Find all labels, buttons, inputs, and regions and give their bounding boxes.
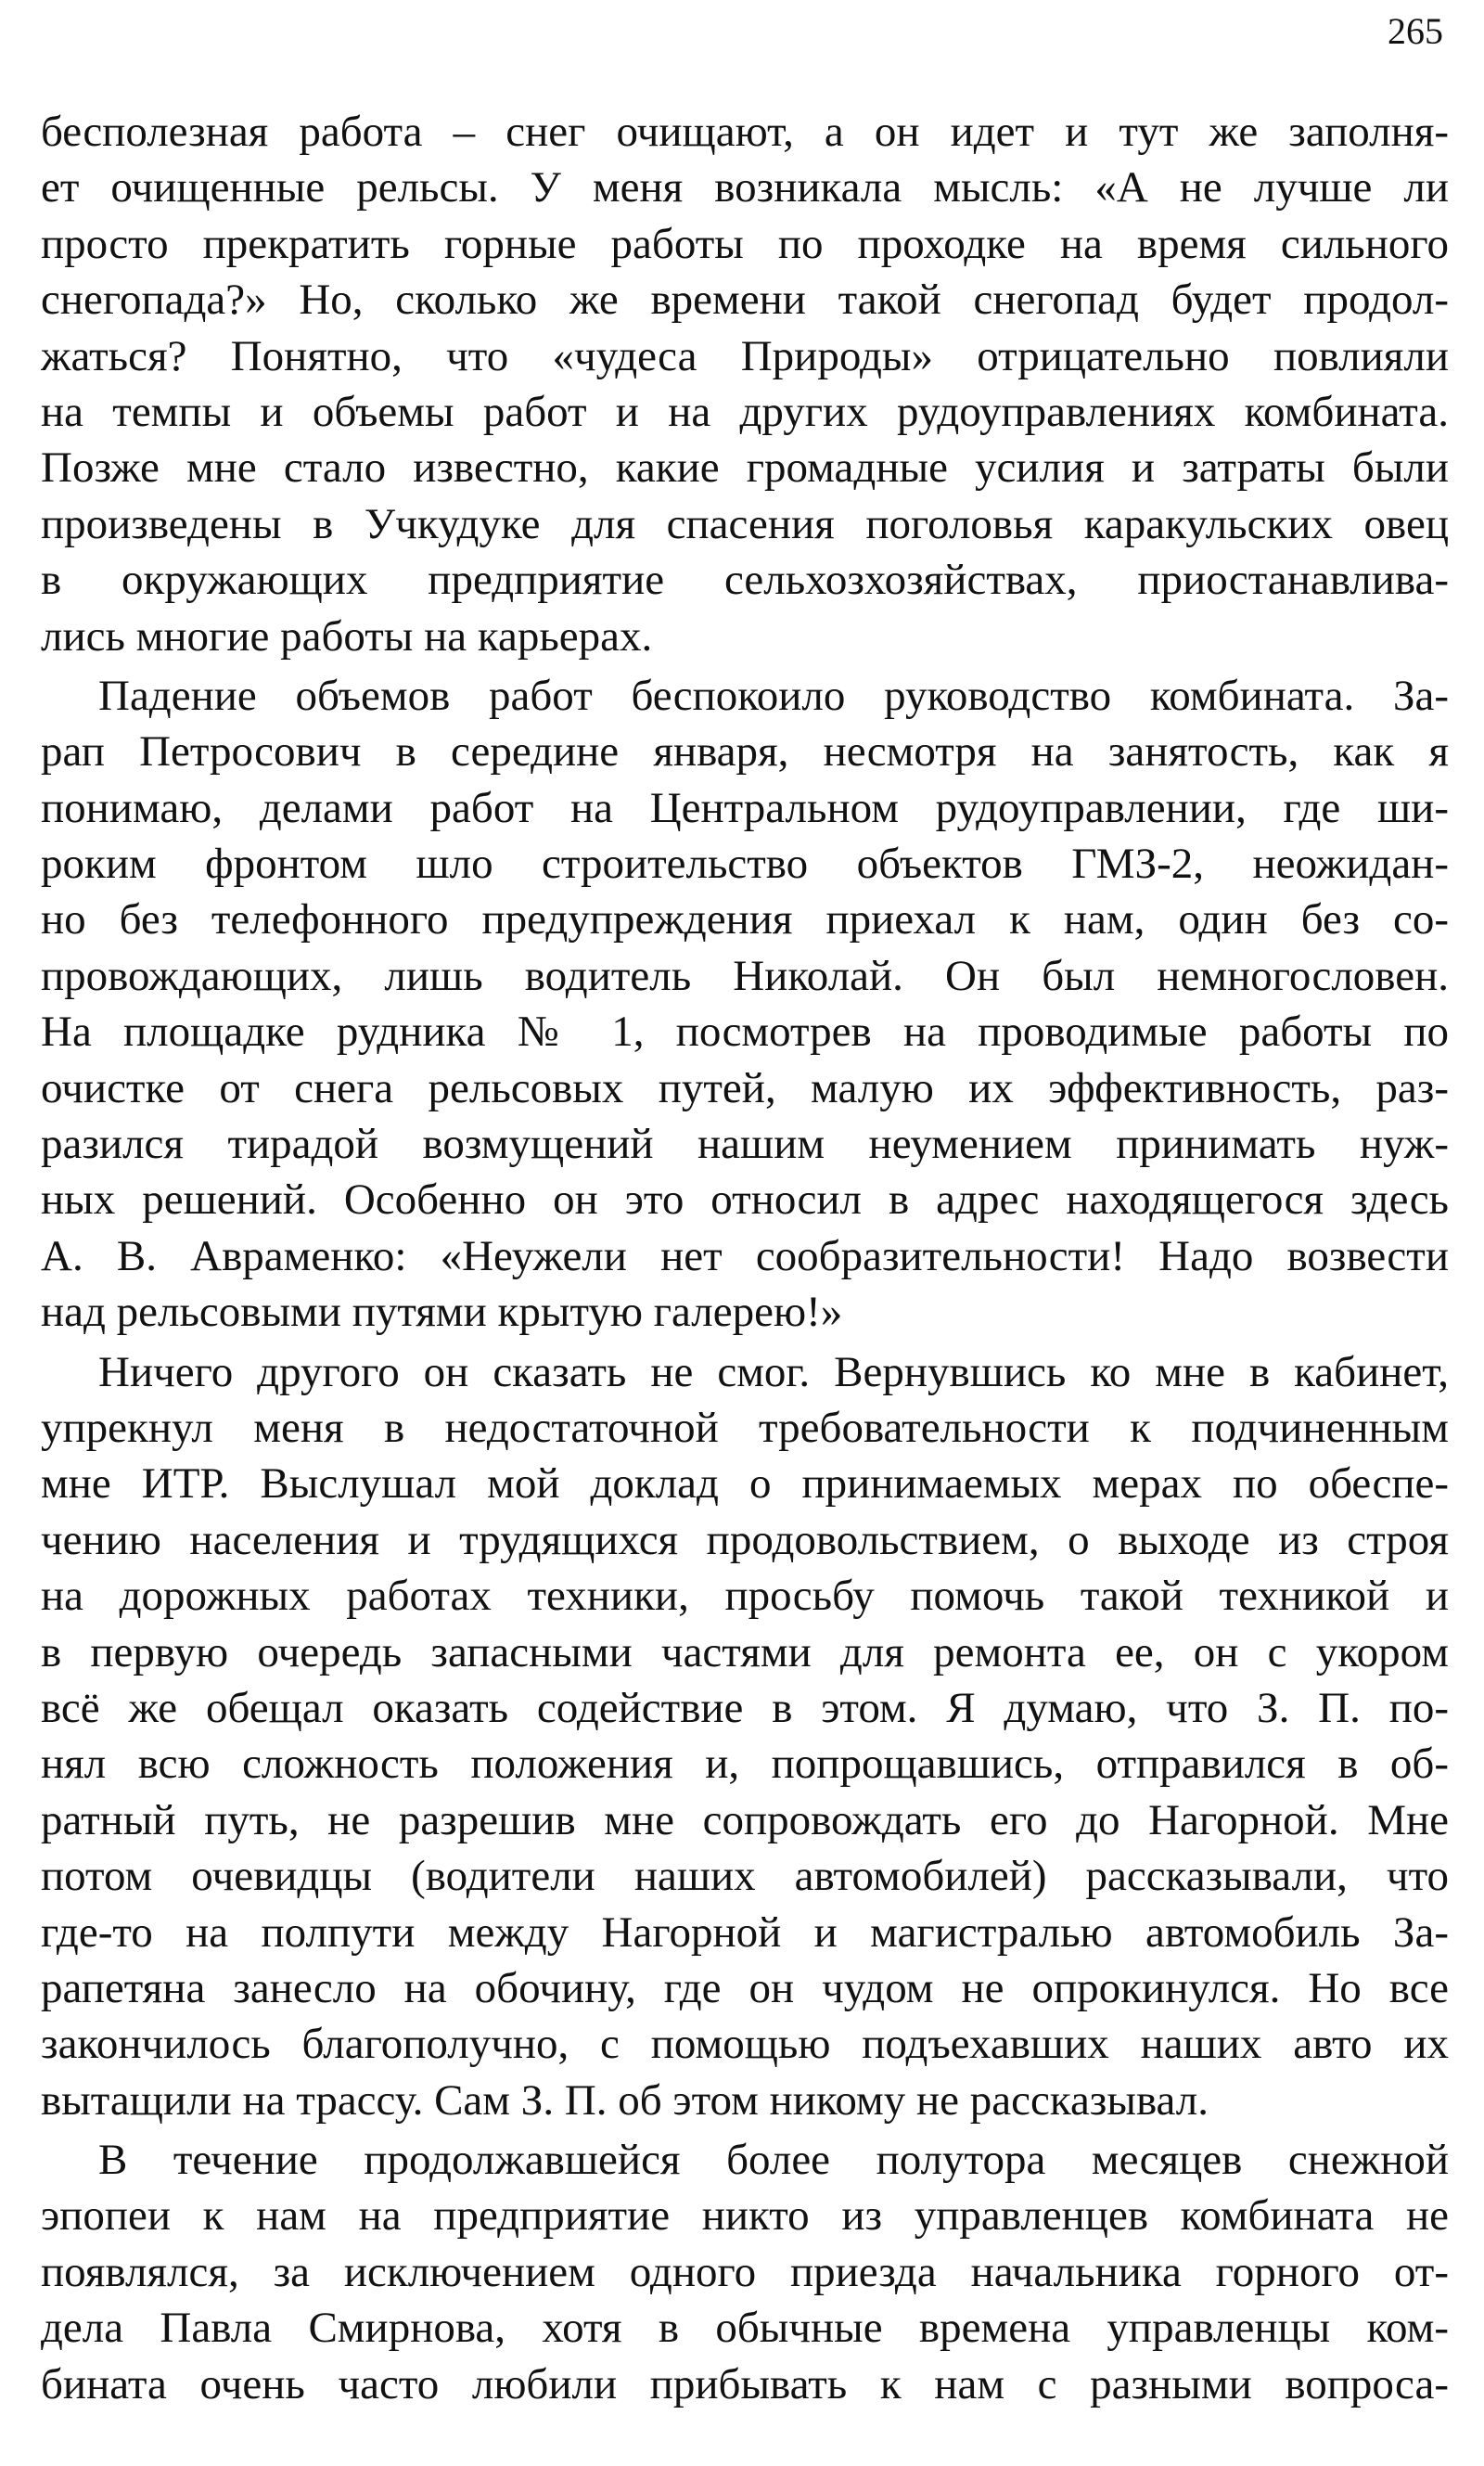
text-line: провождающих, лишь водитель Николай. Он был немногословен. [41, 951, 1449, 1000]
body-text [41, 104, 1449, 2412]
text-line: в первую очередь запасными частями для ремонта ее, он с укором [41, 1627, 1449, 1676]
text-line: очистке от снега рельсовых путей, малую их эффективность, раз- [41, 1063, 1449, 1112]
paragraph [41, 668, 1449, 1341]
text-line: бесполезная работа – снег очищают, а он идет и тут же заполня- [41, 108, 1449, 156]
paragraph [41, 104, 1449, 664]
text-line: На площадке рудника № 1, посмотрев на проводимые работы по [41, 1008, 1449, 1057]
text-line: снегопада?» Но, сколько же времени такой снегопад будет продол- [41, 276, 1449, 325]
text-line: в окружающих предприятие сельхозхозяйствах, приостанавлива- [41, 556, 1449, 605]
text-line: мне ИТР. Выслушал мой доклад о принимаемых мерах по обеспе- [41, 1459, 1449, 1509]
text-line: Падение объемов работ беспокоило руководство комбината. За- [98, 671, 1449, 720]
text-line: произведены в Учкудуке для спасения поголовья каракульских овец [41, 499, 1449, 548]
text-line: эпопеи к нам на предприятие никто из управленцев комбината не [41, 2191, 1449, 2241]
text-line: на дорожных работах техники, просьбу помочь такой техникой и [41, 1572, 1449, 1621]
text-line: бината очень часто любили прибывать к нам с разными вопроса- [41, 2359, 1449, 2408]
text-line: Ничего другого он сказать не смог. Вернувшись ко мне в кабинет, [98, 1347, 1449, 1396]
paragraph [41, 1344, 1449, 2128]
text-line: закончилось благополучно, с помощью подъехавших наших авто их [41, 2020, 1449, 2069]
text-line: дела Павла Смирнова, хотя в обычные времена управленцы ком- [41, 2304, 1449, 2353]
text-line: где-то на полпути между Нагорной и магистралью автомобиль За- [41, 1907, 1449, 1957]
text-line: на темпы и объемы работ и на других рудоуправлениях комбината. [41, 387, 1449, 436]
text-line: рапетяна занесло на обочину, где он чудом не опрокинулся. Но все [41, 1963, 1449, 2012]
paragraph [41, 2132, 1449, 2412]
text-line: всё же обещал оказать содействие в этом. Я думаю, что З. П. по- [41, 1683, 1449, 1732]
text-line: роким фронтом шло строительство объектов ГМЗ-2, неожидан- [41, 840, 1449, 889]
text-line: ных решений. Особенно он это относил в адрес находящегося здесь [41, 1175, 1449, 1225]
text-line: А. В. Авраменко: «Неужели нет сообразительности! Надо возвести [41, 1231, 1449, 1280]
text-line: вытащили на трассу. Сам З. П. об этом никому не рассказывал. [41, 2075, 1209, 2125]
text-line: рап Петросович в середине января, несмотря на занятость, как я [41, 727, 1449, 777]
text-line: понимаю, делами работ на Центральном рудоуправлении, где ши- [41, 783, 1449, 832]
text-line: чению населения и трудящихся продовольствием, о выходе из строя [41, 1515, 1449, 1564]
text-line: В течение продолжавшейся более полутора месяцев снежной [98, 2136, 1449, 2185]
text-line: появлялся, за исключением одного приезда начальника горного от- [41, 2247, 1449, 2296]
text-line: просто прекратить горные работы по проходке на время сильного [41, 219, 1449, 268]
text-line: но без телефонного предупреждения приехал к нам, один без со- [41, 895, 1449, 944]
page-number: 265 [1388, 10, 1443, 52]
text-line: ратный путь, не разрешив мне сопровождать его до Нагорной. Мне [41, 1795, 1449, 1844]
text-line: лись многие работы на карьерах. [41, 611, 653, 661]
text-line: Позже мне стало известно, какие громадные усилия и затраты были [41, 443, 1449, 493]
text-line: ет очищенные рельсы. У меня возникала мысль: «А не лучше ли [41, 163, 1449, 212]
text-line: жаться? Понятно, что «чудеса Природы» отрицательно повлияли [41, 331, 1449, 380]
text-line: разился тирадой возмущений нашим неумением принимать нуж- [41, 1120, 1449, 1169]
text-line: потом очевидцы (водители наших автомобилей) рассказывали, что [41, 1852, 1449, 1901]
text-line: нял всю сложность положения и, попрощавшись, отправился в об- [41, 1740, 1449, 1789]
text-line: упрекнул меня в недостаточной требовательности к подчиненным [41, 1403, 1449, 1452]
text-line: над рельсовыми путями крытую галерею!» [41, 1288, 843, 1337]
